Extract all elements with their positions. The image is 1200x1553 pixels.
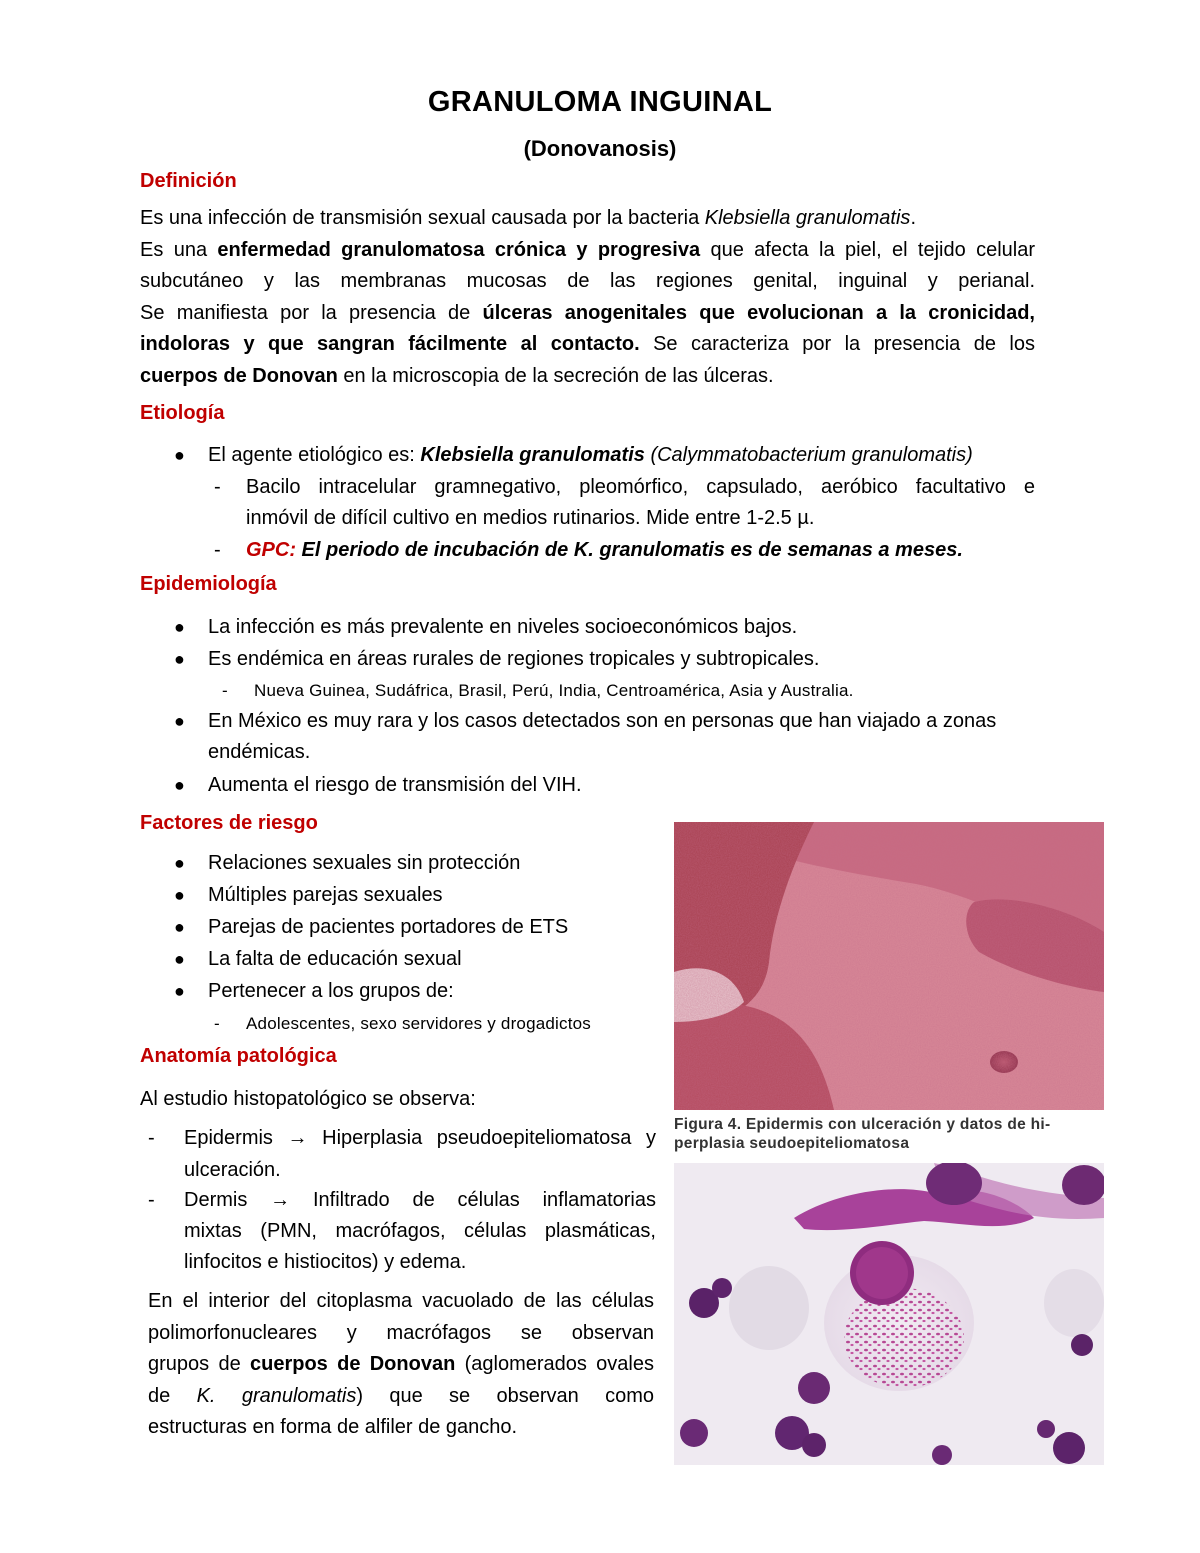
def-line-2: Es una enfermedad granulomatosa crónica y progresiva que afecta la piel, el tejido celular [140,238,1035,261]
bullet-icon: ● [174,949,185,969]
donovan-bodies-micrograph-image [674,1163,1104,1465]
arrow-right-icon: → [287,1127,308,1149]
factores-item: ● Pertenecer a los grupos de: [208,976,454,1007]
heading-factores: Factores de riesgo [140,812,318,834]
heading-epidemiologia: Epidemiología [140,573,277,595]
dash-icon: - [214,539,221,561]
dash-icon: - [222,681,228,700]
bullet-icon: ● [174,617,185,637]
def-line-5: indoloras y que sangran fácilmente al contacto. Se caracteriza por la presencia de los [140,333,1035,355]
bullet-icon: ● [174,649,185,669]
anatomia-paragraph: En el interior del citoplasma vacuolado de las células polimorfonucleares y macrófagos se observan grupos de cuerpos de Donovan (aglomerados ovales de K. granulomatis) que se observan como estructuras en forma de alfiler de gancho. [148,1290,654,1438]
heading-definicion: Definición [140,170,237,192]
histology-micrograph-image [674,822,1104,1110]
def-line-4: Se manifiesta por la presencia de úlceras anogenitales que evolucionan a la cronicidad, [140,301,1035,324]
etiologia-dash-1: - Bacilo intracelular gramnegativo, pleomórfico, capsulado, aeróbico facultativo e inmóvil de difícil cultivo en medios rutinarios. Mide entre 1-2.5 µ. [246,472,1035,534]
epidemiologia-bullet-2: ● Es endémica en áreas rurales de regiones tropicales y subtropicales. [208,644,819,675]
dash-icon: - [148,1127,155,1149]
epidemiologia-bullet-1: ● La infección es más prevalente en niveles socioeconómicos bajos. [208,612,797,643]
bullet-icon: ● [174,445,185,465]
def-line-1: Es una infección de transmisión sexual causada por la bacteria Klebsiella granulomatis. [140,207,916,229]
etiologia-dash-2: - GPC: El periodo de incubación de K. granulomatis es de semanas a meses. [246,535,963,566]
heading-etiologia: Etiología [140,402,225,424]
def-line-6: cuerpos de Donovan en la microscopia de la secreción de las úlceras. [140,364,774,387]
factores-item: ● La falta de educación sexual [208,944,462,975]
factores-item: ● Múltiples parejas sexuales [208,880,443,911]
bullet-icon: ● [174,711,185,731]
def-line-3: subcutáneo y las membranas mucosas de las regiones genital, inguinal y perianal. [140,270,1035,292]
bullet-icon: ● [174,775,185,795]
page-title: GRANULOMA INGUINAL [427,86,773,118]
etiologia-bullet-1: ● El agente etiológico es: Klebsiella granulomatis (Calymmatobacterium granulomatis) [208,440,973,471]
dash-icon: - [148,1189,155,1211]
bullet-icon: ● [174,853,185,873]
bullet-icon: ● [174,981,185,1001]
dash-icon: - [214,1014,220,1033]
anatomia-dash-epidermis: - Epidermis → Hiperplasia pseudoepiteliomatosa y ulceración. [184,1122,656,1186]
anatomia-dash-dermis: - Dermis → Infiltrado de células inflamatorias mixtas (PMN, macrófagos, células plasmáticas, linfocitos e histiocitos) y edema. [184,1185,656,1278]
epidemiologia-dash-1: - Nueva Guinea, Sudáfrica, Brasil, Perú, India, Centroamérica, Asia y Australia. [254,675,854,706]
bullet-icon: ● [174,885,185,905]
figure-4-caption: Figura 4. Epidermis con ulceración y datos de hi- perplasia seudoepiteliomatosa [674,1116,1051,1152]
dash-icon: - [214,476,221,498]
factores-item: ● Parejas de pacientes portadores de ETS [208,912,568,943]
heading-anatomia: Anatomía patológica [140,1045,337,1067]
factores-item: ● Relaciones sexuales sin protección [208,848,520,879]
factores-sub: - Adolescentes, sexo servidores y drogadictos [246,1008,591,1039]
page-subtitle: (Donovanosis) [523,136,677,161]
epidemiologia-bullet-3: ● En México es muy rara y los casos detectados son en personas que han viajado a zonas endémicas. [208,706,996,768]
definicion-paragraph [140,203,1035,392]
bullet-icon: ● [174,917,185,937]
arrow-right-icon: → [270,1189,291,1211]
epidemiologia-bullet-4: ● Aumenta el riesgo de transmisión del VIH. [208,770,582,801]
anatomia-intro: Al estudio histopatológico se observa: [140,1088,476,1110]
